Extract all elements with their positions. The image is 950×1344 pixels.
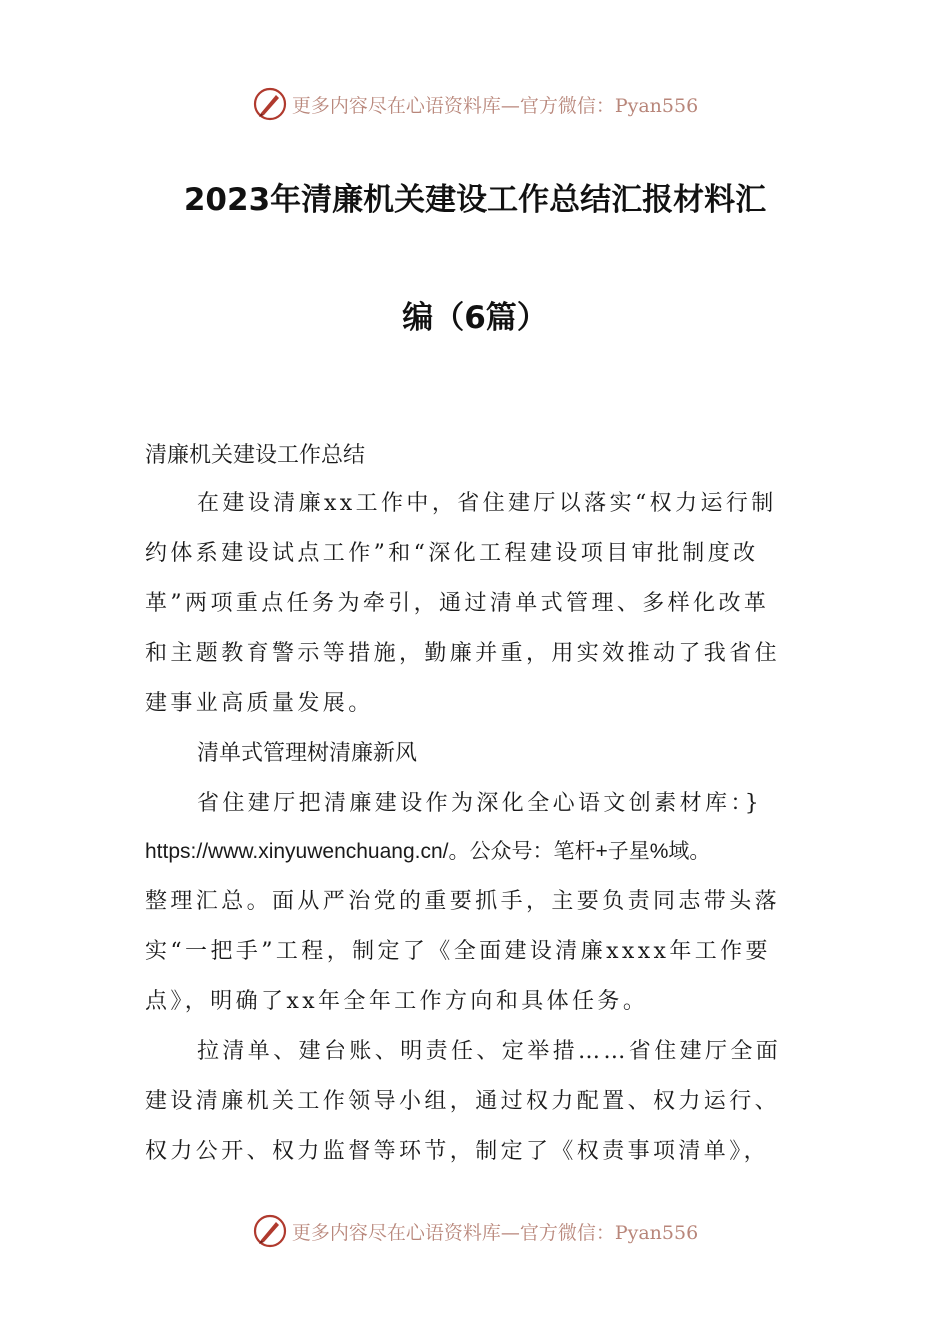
subheading: 清单式管理树清廉新风 [197, 741, 418, 766]
paragraph-line: 约体系建设试点工作”和“深化工程建设项目审批制度改 [145, 541, 759, 566]
paragraph-line: 实“一把手”工程，制定了《全面建设清廉xxxx年工作要 [145, 939, 771, 964]
paragraph-line: 整理汇总。面从严治党的重要抓手，主要负责同志带头落 [145, 889, 781, 914]
paragraph-line: 点》，明确了xx年全年工作方向和具体任务。 [145, 989, 649, 1014]
watermark-footer [0, 1211, 950, 1251]
watermark-header [0, 84, 950, 124]
watermark-text: 更多内容尽在心语资料库—官方微信：Pyan556 [291, 94, 699, 117]
paragraph-line: 权力公开、权力监督等环节，制定了《权责事项清单》， [145, 1139, 770, 1164]
paragraph-line: 和主题教育警示等措施，勤廉并重，用实效推动了我省住 [145, 641, 781, 666]
section-heading: 清廉机关建设工作总结 [145, 443, 366, 468]
paragraph-line: 拉清单、建台账、明责任、定举措……省住建厅全面 [197, 1039, 782, 1064]
paragraph-line-url: https://www.xinyuwenchuang.cn/。公众号：笔杆+子星%域。 [145, 840, 711, 863]
paragraph-line: 建事业高质量发展。 [145, 691, 374, 716]
paragraph-line: 革”两项重点任务为牵引，通过清单式管理、多样化改革 [145, 591, 770, 616]
watermark-text: 更多内容尽在心语资料库—官方微信：Pyan556 [291, 1221, 699, 1244]
document-title-line-2: 编（6篇） [402, 300, 548, 336]
paragraph-line: 在建设清廉xx工作中，省住建厅以落实“权力运行制 [197, 491, 777, 516]
document-title-line-1: 2023年清廉机关建设工作总结汇报材料汇 [183, 182, 767, 218]
paragraph-line: 建设清廉机关工作领导小组，通过权力配置、权力运行、 [145, 1089, 781, 1114]
pen-circle-icon [252, 1213, 288, 1249]
paragraph-line: 省住建厅把清廉建设作为深化全心语文创素材库：} [197, 791, 763, 816]
pen-circle-icon [252, 86, 288, 122]
